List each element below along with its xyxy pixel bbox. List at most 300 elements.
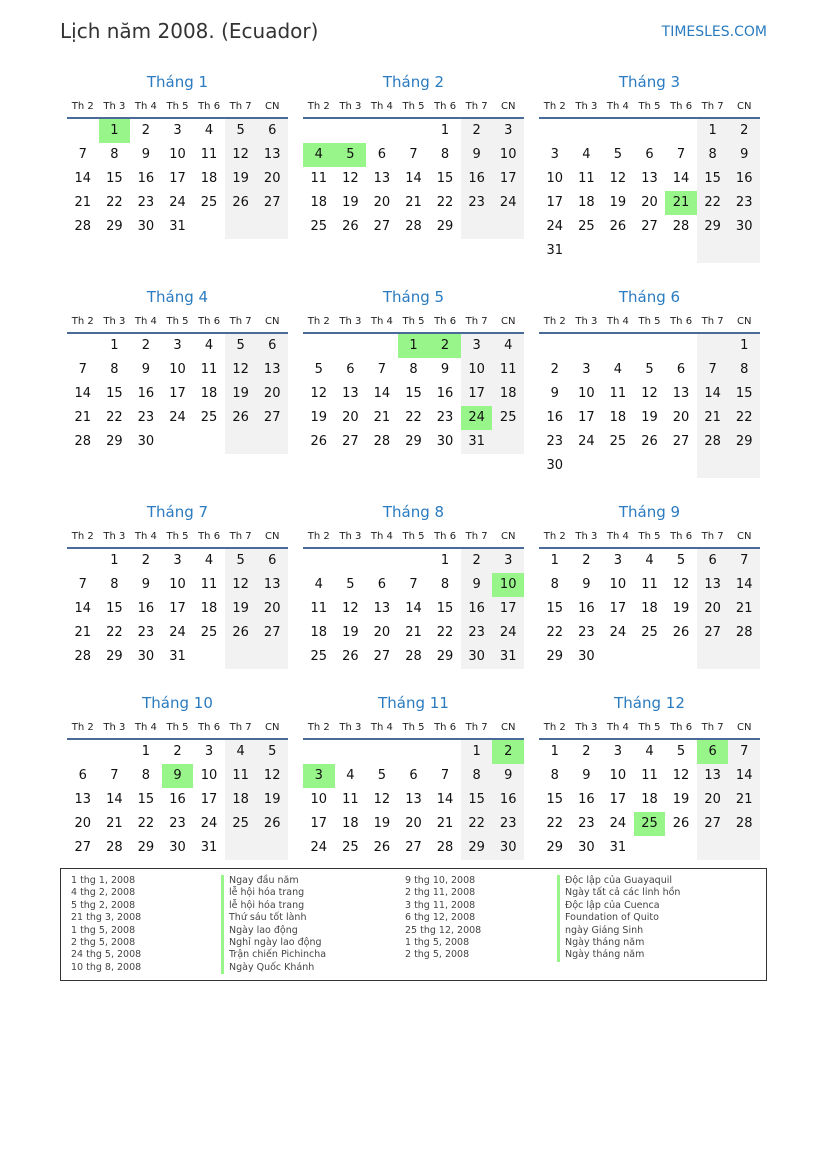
day-cell[interactable]: 9 (461, 573, 493, 597)
day-cell[interactable]: 31 (169, 219, 186, 234)
day-cell[interactable]: 1 (550, 553, 559, 568)
day-cell[interactable]: 7 (78, 362, 87, 377)
day-cell[interactable]: 23 (492, 812, 524, 836)
day-cell[interactable]: 27 (373, 649, 391, 664)
day-cell[interactable]: 12 (225, 143, 257, 167)
day-cell[interactable]: 15 (405, 386, 422, 401)
day-cell[interactable]: 26 (609, 219, 627, 234)
holiday-day-cell[interactable]: 25 (634, 812, 666, 836)
day-cell[interactable]: 10 (310, 792, 328, 807)
day-cell[interactable]: 7 (697, 358, 729, 382)
day-cell[interactable]: 5 (256, 740, 288, 764)
day-cell[interactable]: 14 (697, 382, 729, 406)
day-cell[interactable]: 21 (74, 410, 92, 425)
day-cell[interactable]: 5 (225, 119, 257, 143)
day-cell[interactable]: 16 (492, 788, 524, 812)
day-cell[interactable]: 11 (609, 386, 627, 401)
day-cell[interactable]: 14 (405, 171, 422, 186)
day-cell[interactable]: 22 (546, 625, 564, 640)
day-cell[interactable]: 28 (672, 219, 690, 234)
day-cell[interactable]: 7 (728, 740, 760, 764)
day-cell[interactable]: 15 (546, 792, 564, 807)
day-cell[interactable]: 4 (645, 553, 654, 568)
day-cell[interactable]: 25 (342, 840, 359, 855)
day-cell[interactable]: 25 (609, 434, 627, 449)
day-cell[interactable]: 2 (141, 123, 151, 138)
day-cell[interactable]: 31 (609, 840, 627, 855)
day-cell[interactable]: 17 (169, 601, 186, 616)
day-cell[interactable]: 27 (342, 434, 359, 449)
day-cell[interactable]: 8 (550, 577, 559, 592)
day-cell[interactable]: 29 (405, 434, 422, 449)
day-cell[interactable]: 12 (373, 792, 391, 807)
day-cell[interactable]: 4 (204, 338, 214, 353)
day-cell[interactable]: 31 (492, 645, 524, 669)
holiday-day-cell[interactable]: 24 (461, 406, 493, 430)
day-cell[interactable]: 28 (728, 812, 760, 836)
day-cell[interactable]: 28 (405, 219, 422, 234)
day-cell[interactable]: 12 (256, 764, 288, 788)
day-cell[interactable]: 20 (256, 167, 288, 191)
day-cell[interactable]: 2 (141, 338, 151, 353)
day-cell[interactable]: 16 (728, 167, 760, 191)
day-cell[interactable]: 29 (546, 840, 564, 855)
day-cell[interactable]: 14 (405, 601, 422, 616)
day-cell[interactable]: 23 (728, 191, 760, 215)
day-cell[interactable]: 19 (342, 625, 359, 640)
day-cell[interactable]: 28 (436, 840, 454, 855)
day-cell[interactable]: 10 (578, 386, 595, 401)
day-cell[interactable]: 24 (578, 434, 595, 449)
day-cell[interactable]: 1 (141, 744, 151, 759)
day-cell[interactable]: 2 (728, 119, 760, 143)
day-cell[interactable]: 27 (256, 406, 288, 430)
day-cell[interactable]: 25 (310, 649, 328, 664)
day-cell[interactable]: 15 (436, 171, 454, 186)
day-cell[interactable]: 9 (582, 768, 591, 783)
day-cell[interactable]: 12 (225, 573, 257, 597)
day-cell[interactable]: 14 (74, 601, 92, 616)
day-cell[interactable]: 16 (436, 386, 454, 401)
day-cell[interactable]: 5 (377, 768, 387, 783)
day-cell[interactable]: 1 (697, 119, 729, 143)
day-cell[interactable]: 22 (137, 816, 155, 831)
day-cell[interactable]: 9 (141, 147, 151, 162)
day-cell[interactable]: 8 (461, 764, 493, 788)
day-cell[interactable]: 11 (641, 768, 658, 783)
day-cell[interactable]: 26 (373, 840, 391, 855)
holiday-day-cell[interactable]: 4 (303, 143, 335, 167)
day-cell[interactable]: 23 (461, 191, 493, 215)
day-cell[interactable]: 24 (492, 191, 524, 215)
day-cell[interactable]: 26 (342, 649, 359, 664)
day-cell[interactable]: 18 (342, 816, 359, 831)
day-cell[interactable]: 5 (676, 553, 686, 568)
day-cell[interactable]: 23 (137, 410, 155, 425)
day-cell[interactable]: 12 (225, 358, 257, 382)
holiday-day-cell[interactable]: 9 (162, 764, 194, 788)
day-cell[interactable]: 23 (546, 434, 564, 449)
holiday-day-cell[interactable]: 5 (335, 143, 367, 167)
day-cell[interactable]: 19 (225, 597, 257, 621)
day-cell[interactable]: 10 (609, 768, 627, 783)
day-cell[interactable]: 6 (256, 119, 288, 143)
day-cell[interactable]: 28 (373, 434, 391, 449)
day-cell[interactable]: 26 (225, 621, 257, 645)
day-cell[interactable]: 1 (461, 740, 493, 764)
day-cell[interactable]: 3 (492, 549, 524, 573)
day-cell[interactable]: 13 (373, 601, 391, 616)
day-cell[interactable]: 20 (697, 597, 729, 621)
day-cell[interactable]: 9 (461, 143, 493, 167)
day-cell[interactable]: 21 (728, 597, 760, 621)
day-cell[interactable]: 23 (137, 625, 155, 640)
day-cell[interactable]: 27 (256, 191, 288, 215)
day-cell[interactable]: 23 (169, 816, 186, 831)
day-cell[interactable]: 3 (550, 147, 559, 162)
day-cell[interactable]: 4 (582, 147, 591, 162)
day-cell[interactable]: 14 (436, 792, 454, 807)
day-cell[interactable]: 26 (672, 816, 690, 831)
day-cell[interactable]: 7 (78, 147, 87, 162)
day-cell[interactable]: 1 (728, 334, 760, 358)
day-cell[interactable]: 13 (256, 358, 288, 382)
day-cell[interactable]: 8 (697, 143, 729, 167)
day-cell[interactable]: 17 (169, 386, 186, 401)
day-cell[interactable]: 10 (546, 171, 564, 186)
day-cell[interactable]: 7 (440, 768, 450, 783)
day-cell[interactable]: 21 (728, 788, 760, 812)
day-cell[interactable]: 8 (141, 768, 151, 783)
day-cell[interactable]: 11 (225, 764, 257, 788)
day-cell[interactable]: 25 (200, 195, 218, 210)
day-cell[interactable]: 18 (310, 625, 328, 640)
day-cell[interactable]: 20 (373, 195, 391, 210)
day-cell[interactable]: 6 (256, 334, 288, 358)
day-cell[interactable]: 27 (697, 621, 729, 645)
day-cell[interactable]: 1 (550, 744, 559, 759)
day-cell[interactable]: 27 (373, 219, 391, 234)
day-cell[interactable]: 19 (256, 788, 288, 812)
day-cell[interactable]: 24 (492, 621, 524, 645)
day-cell[interactable]: 3 (582, 362, 591, 377)
day-cell[interactable]: 16 (578, 601, 595, 616)
day-cell[interactable]: 22 (106, 625, 123, 640)
day-cell[interactable]: 27 (641, 219, 658, 234)
day-cell[interactable]: 1 (110, 338, 119, 353)
day-cell[interactable]: 4 (204, 123, 214, 138)
day-cell[interactable]: 8 (110, 147, 119, 162)
day-cell[interactable]: 18 (641, 601, 658, 616)
day-cell[interactable]: 5 (613, 147, 623, 162)
day-cell[interactable]: 27 (405, 840, 422, 855)
day-cell[interactable]: 27 (672, 434, 690, 449)
day-cell[interactable]: 20 (342, 410, 359, 425)
day-cell[interactable]: 27 (256, 621, 288, 645)
day-cell[interactable]: 8 (440, 147, 450, 162)
day-cell[interactable]: 18 (578, 195, 595, 210)
day-cell[interactable]: 30 (436, 434, 454, 449)
day-cell[interactable]: 11 (200, 362, 218, 377)
holiday-day-cell[interactable]: 1 (398, 334, 430, 358)
day-cell[interactable]: 1 (110, 553, 119, 568)
day-cell[interactable]: 14 (728, 764, 760, 788)
day-cell[interactable]: 7 (409, 147, 418, 162)
day-cell[interactable]: 8 (409, 362, 418, 377)
day-cell[interactable]: 9 (550, 386, 559, 401)
day-cell[interactable]: 14 (373, 386, 391, 401)
day-cell[interactable]: 21 (405, 195, 422, 210)
day-cell[interactable]: 13 (342, 386, 359, 401)
day-cell[interactable]: 10 (169, 577, 186, 592)
day-cell[interactable]: 16 (546, 410, 564, 425)
day-cell[interactable]: 30 (546, 458, 564, 473)
day-cell[interactable]: 29 (137, 840, 155, 855)
day-cell[interactable]: 19 (225, 382, 257, 406)
day-cell[interactable]: 19 (373, 816, 391, 831)
day-cell[interactable]: 5 (676, 744, 686, 759)
day-cell[interactable]: 12 (342, 171, 359, 186)
day-cell[interactable]: 30 (728, 215, 760, 239)
day-cell[interactable]: 3 (613, 744, 623, 759)
day-cell[interactable]: 7 (377, 362, 387, 377)
day-cell[interactable]: 7 (409, 577, 418, 592)
day-cell[interactable]: 2 (173, 744, 182, 759)
day-cell[interactable]: 6 (409, 768, 418, 783)
day-cell[interactable]: 30 (461, 645, 493, 669)
day-cell[interactable]: 25 (225, 812, 257, 836)
day-cell[interactable]: 29 (106, 434, 123, 449)
day-cell[interactable]: 2 (550, 362, 559, 377)
day-cell[interactable]: 15 (106, 171, 123, 186)
day-cell[interactable]: 14 (74, 171, 92, 186)
day-cell[interactable]: 19 (641, 410, 658, 425)
day-cell[interactable]: 21 (74, 625, 92, 640)
day-cell[interactable]: 10 (461, 358, 493, 382)
day-cell[interactable]: 10 (169, 362, 186, 377)
day-cell[interactable]: 26 (310, 434, 328, 449)
day-cell[interactable]: 23 (137, 195, 155, 210)
day-cell[interactable]: 24 (609, 816, 627, 831)
day-cell[interactable]: 21 (373, 410, 391, 425)
day-cell[interactable]: 4 (613, 362, 623, 377)
day-cell[interactable]: 11 (578, 171, 595, 186)
day-cell[interactable]: 24 (200, 816, 218, 831)
day-cell[interactable]: 10 (492, 143, 524, 167)
day-cell[interactable]: 3 (613, 553, 623, 568)
day-cell[interactable]: 5 (645, 362, 654, 377)
day-cell[interactable]: 23 (461, 621, 493, 645)
day-cell[interactable]: 28 (74, 219, 92, 234)
day-cell[interactable]: 2 (141, 553, 151, 568)
day-cell[interactable]: 27 (74, 840, 92, 855)
day-cell[interactable]: 12 (672, 577, 690, 592)
day-cell[interactable]: 15 (436, 601, 454, 616)
day-cell[interactable]: 28 (405, 649, 422, 664)
day-cell[interactable]: 11 (641, 577, 658, 592)
day-cell[interactable]: 13 (672, 386, 690, 401)
day-cell[interactable]: 26 (342, 219, 359, 234)
day-cell[interactable]: 12 (609, 171, 627, 186)
day-cell[interactable]: 25 (200, 410, 218, 425)
day-cell[interactable]: 23 (578, 816, 595, 831)
day-cell[interactable]: 14 (74, 386, 92, 401)
day-cell[interactable]: 11 (310, 171, 328, 186)
day-cell[interactable]: 15 (106, 601, 123, 616)
day-cell[interactable]: 20 (373, 625, 391, 640)
day-cell[interactable]: 20 (672, 410, 690, 425)
day-cell[interactable]: 13 (256, 143, 288, 167)
day-cell[interactable]: 17 (609, 601, 627, 616)
brand-link[interactable]: TIMESLES.COM (661, 24, 767, 40)
day-cell[interactable]: 10 (169, 147, 186, 162)
day-cell[interactable]: 23 (436, 410, 454, 425)
day-cell[interactable]: 18 (310, 195, 328, 210)
day-cell[interactable]: 26 (256, 812, 288, 836)
day-cell[interactable]: 23 (578, 625, 595, 640)
day-cell[interactable]: 9 (141, 577, 151, 592)
day-cell[interactable]: 16 (169, 792, 186, 807)
day-cell[interactable]: 21 (405, 625, 422, 640)
day-cell[interactable]: 20 (697, 788, 729, 812)
day-cell[interactable]: 8 (728, 358, 760, 382)
day-cell[interactable]: 4 (645, 744, 654, 759)
day-cell[interactable]: 3 (492, 119, 524, 143)
holiday-day-cell[interactable]: 10 (492, 573, 524, 597)
day-cell[interactable]: 31 (200, 840, 218, 855)
day-cell[interactable]: 28 (74, 649, 92, 664)
day-cell[interactable]: 31 (169, 649, 186, 664)
day-cell[interactable]: 6 (256, 549, 288, 573)
day-cell[interactable]: 6 (377, 577, 387, 592)
day-cell[interactable]: 18 (200, 386, 218, 401)
day-cell[interactable]: 24 (169, 625, 186, 640)
day-cell[interactable]: 8 (440, 577, 450, 592)
day-cell[interactable]: 19 (609, 195, 627, 210)
day-cell[interactable]: 6 (697, 549, 729, 573)
day-cell[interactable]: 7 (78, 577, 87, 592)
day-cell[interactable]: 10 (200, 768, 218, 783)
day-cell[interactable]: 3 (173, 123, 182, 138)
day-cell[interactable]: 16 (578, 792, 595, 807)
day-cell[interactable]: 30 (137, 649, 155, 664)
day-cell[interactable]: 13 (405, 792, 422, 807)
day-cell[interactable]: 18 (200, 171, 218, 186)
day-cell[interactable]: 15 (137, 792, 155, 807)
day-cell[interactable]: 29 (728, 430, 760, 454)
day-cell[interactable]: 28 (728, 621, 760, 645)
day-cell[interactable]: 5 (225, 549, 257, 573)
day-cell[interactable]: 26 (225, 191, 257, 215)
day-cell[interactable]: 22 (436, 625, 454, 640)
day-cell[interactable]: 21 (74, 195, 92, 210)
day-cell[interactable]: 25 (492, 406, 524, 430)
day-cell[interactable]: 29 (436, 219, 454, 234)
day-cell[interactable]: 22 (405, 410, 422, 425)
day-cell[interactable]: 4 (492, 334, 524, 358)
day-cell[interactable]: 24 (546, 219, 564, 234)
day-cell[interactable]: 14 (672, 171, 690, 186)
day-cell[interactable]: 17 (200, 792, 218, 807)
day-cell[interactable]: 19 (672, 601, 690, 616)
day-cell[interactable]: 29 (697, 215, 729, 239)
day-cell[interactable]: 19 (225, 167, 257, 191)
day-cell[interactable]: 6 (645, 147, 654, 162)
day-cell[interactable]: 22 (461, 812, 493, 836)
day-cell[interactable]: 18 (492, 382, 524, 406)
day-cell[interactable]: 30 (137, 219, 155, 234)
day-cell[interactable]: 22 (728, 406, 760, 430)
day-cell[interactable]: 13 (641, 171, 658, 186)
day-cell[interactable]: 13 (697, 764, 729, 788)
day-cell[interactable]: 14 (728, 573, 760, 597)
day-cell[interactable]: 22 (436, 195, 454, 210)
day-cell[interactable]: 25 (200, 625, 218, 640)
day-cell[interactable]: 30 (578, 840, 595, 855)
day-cell[interactable]: 7 (728, 549, 760, 573)
day-cell[interactable]: 12 (342, 601, 359, 616)
day-cell[interactable]: 15 (461, 788, 493, 812)
day-cell[interactable]: 12 (672, 768, 690, 783)
day-cell[interactable]: 13 (373, 171, 391, 186)
holiday-day-cell[interactable]: 3 (303, 764, 335, 788)
holiday-day-cell[interactable]: 2 (492, 740, 524, 764)
day-cell[interactable]: 12 (641, 386, 658, 401)
day-cell[interactable]: 7 (676, 147, 686, 162)
day-cell[interactable]: 31 (546, 243, 564, 258)
day-cell[interactable]: 8 (110, 362, 119, 377)
day-cell[interactable]: 22 (106, 410, 123, 425)
day-cell[interactable]: 16 (137, 386, 155, 401)
day-cell[interactable]: 20 (256, 382, 288, 406)
day-cell[interactable]: 15 (106, 386, 123, 401)
day-cell[interactable]: 16 (137, 601, 155, 616)
day-cell[interactable]: 21 (436, 816, 454, 831)
day-cell[interactable]: 6 (676, 362, 686, 377)
day-cell[interactable]: 19 (672, 792, 690, 807)
day-cell[interactable]: 26 (641, 434, 658, 449)
day-cell[interactable]: 29 (436, 649, 454, 664)
day-cell[interactable]: 21 (106, 816, 123, 831)
day-cell[interactable]: 17 (578, 410, 595, 425)
day-cell[interactable]: 22 (546, 816, 564, 831)
day-cell[interactable]: 30 (578, 649, 595, 664)
day-cell[interactable]: 6 (346, 362, 355, 377)
day-cell[interactable]: 9 (141, 362, 151, 377)
day-cell[interactable]: 16 (461, 167, 493, 191)
day-cell[interactable]: 24 (310, 840, 328, 855)
day-cell[interactable]: 16 (137, 171, 155, 186)
day-cell[interactable]: 22 (106, 195, 123, 210)
day-cell[interactable]: 4 (314, 577, 323, 592)
day-cell[interactable]: 5 (314, 362, 323, 377)
holiday-day-cell[interactable]: 21 (665, 191, 697, 215)
day-cell[interactable]: 25 (310, 219, 328, 234)
day-cell[interactable]: 15 (697, 167, 729, 191)
day-cell[interactable]: 17 (609, 792, 627, 807)
day-cell[interactable]: 28 (74, 434, 92, 449)
day-cell[interactable]: 31 (461, 430, 493, 454)
day-cell[interactable]: 16 (461, 597, 493, 621)
day-cell[interactable]: 13 (256, 573, 288, 597)
day-cell[interactable]: 20 (641, 195, 658, 210)
day-cell[interactable]: 29 (461, 836, 493, 860)
day-cell[interactable]: 4 (225, 740, 257, 764)
day-cell[interactable]: 13 (697, 573, 729, 597)
day-cell[interactable]: 26 (672, 625, 690, 640)
day-cell[interactable]: 17 (310, 816, 328, 831)
day-cell[interactable]: 14 (106, 792, 123, 807)
